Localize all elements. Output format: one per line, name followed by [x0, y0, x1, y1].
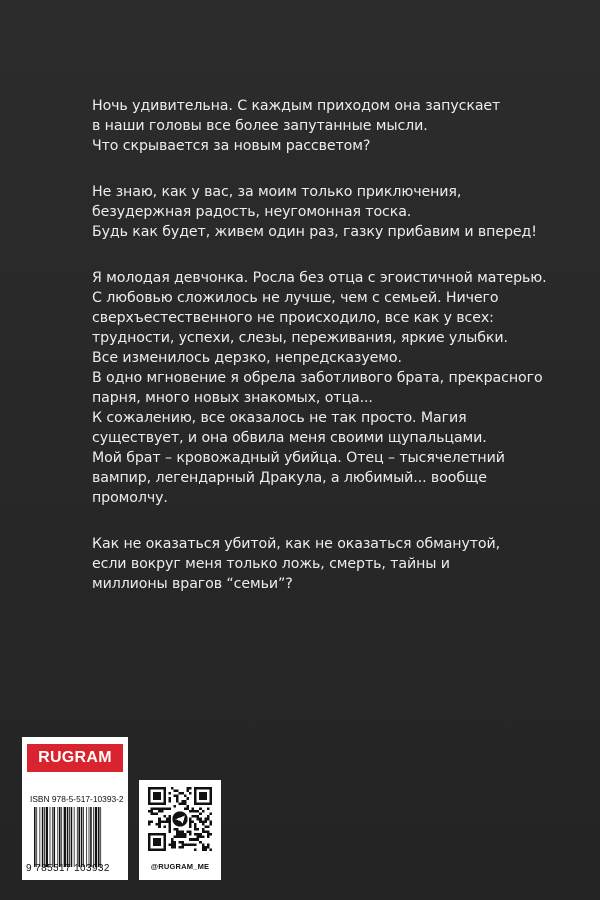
blurb-line: К сожалению, все оказалось не так просто. Магия [92, 410, 467, 426]
blurb-line: Не знаю, как у вас, за моим только приключения, [92, 184, 462, 200]
barcode-panel [22, 737, 128, 880]
blurb-line: В одно мгновение я обрела заботливого брата, прекрасного [92, 370, 543, 386]
blurb-line: трудности, успехи, слезы, переживания, яркие улыбки. [92, 330, 508, 346]
blurb-paragraph-2 [92, 182, 592, 242]
blurb-line: Что скрывается за новым рассветом? [92, 138, 371, 154]
blurb-line: Мой брат – кровожадный убийца. Отец – тысячелетний [92, 450, 505, 466]
blurb-line: миллионы врагов “семьи”? [92, 576, 293, 592]
blurb-line: промолчу. [92, 490, 168, 506]
barcode-icon [34, 807, 122, 867]
barcode-digits: 9 785517 103932 [26, 863, 110, 874]
blurb-line: Ночь удивительна. С каждым приходом она запускает [92, 98, 501, 114]
blurb-line: вампир, легендарный Дракула, а любимый... вообще [92, 470, 487, 486]
blurb-line: Я молодая девчонка. Росла без отца с эгоистичной матерью. [92, 270, 547, 286]
blurb-line: безудержная радость, неугомонная тоска. [92, 204, 412, 220]
qr-handle: @RUGRAM_ME [150, 862, 210, 871]
qr-code-icon[interactable] [148, 787, 212, 851]
blurb-paragraph-3 [92, 268, 592, 508]
blurb-line: если вокруг меня только ложь, смерть, тайны и [92, 556, 450, 572]
blurb-line: существует, и она обвила меня своими щупальцами. [92, 430, 487, 446]
isbn-label: ISBN 978-5-517-10393-2 [30, 794, 124, 804]
blurb-paragraph-4 [92, 534, 592, 594]
blurb-line: Как не оказаться убитой, как не оказаться обманутой, [92, 536, 501, 552]
blurb-text [92, 96, 592, 620]
blurb-line: парня, много новых знакомых, отца... [92, 390, 373, 406]
blurb-line: Все изменилось дерзко, непредсказуемо. [92, 350, 402, 366]
blurb-line: С любовью сложилось не лучше, чем с семьей. Ничего [92, 290, 499, 306]
blurb-line: сверхъестественного не происходило, все как у всех: [92, 310, 494, 326]
publisher-logo: RUGRAM [27, 744, 123, 772]
blurb-paragraph-1 [92, 96, 592, 156]
blurb-line: в наши головы все более запутанные мысли. [92, 118, 428, 134]
blurb-line: Будь как будет, живем один раз, газку прибавим и вперед! [92, 224, 537, 240]
qr-panel [139, 780, 221, 880]
